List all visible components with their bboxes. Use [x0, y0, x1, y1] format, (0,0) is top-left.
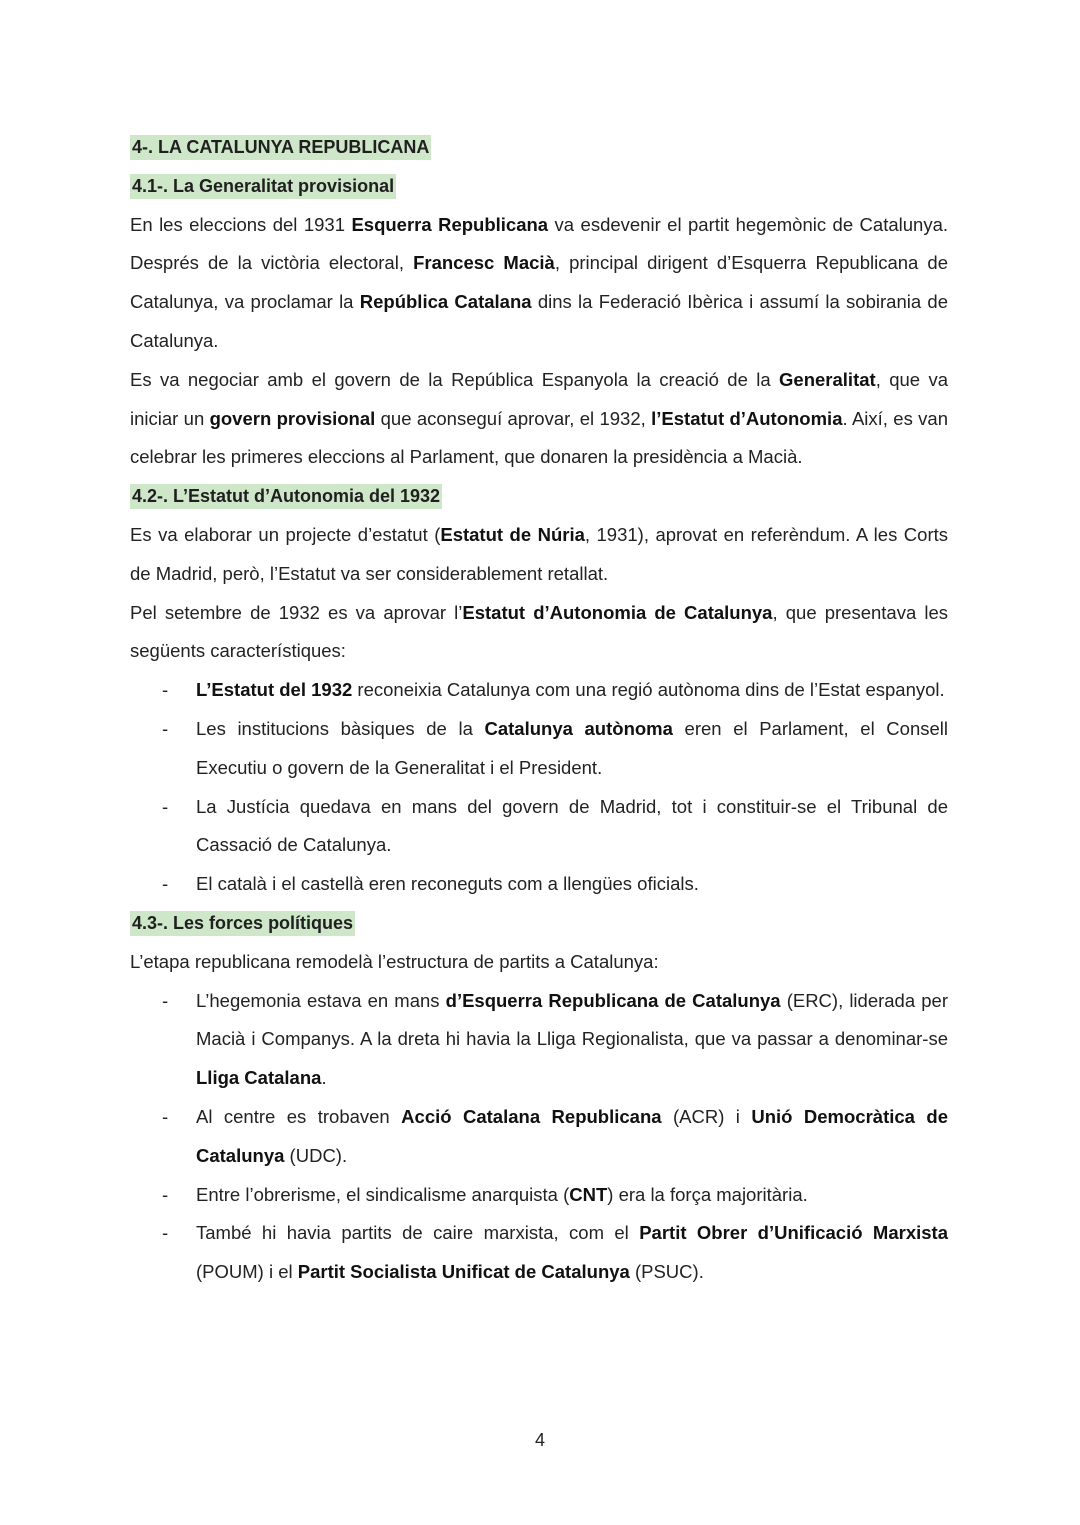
paragraph	[130, 516, 948, 594]
text-run: En les eleccions del 1931	[130, 213, 352, 235]
bold-text: govern provisional	[209, 407, 376, 429]
bold-text: l’Estatut d’Autonomia	[651, 407, 843, 429]
text-run: (POUM) i el	[196, 1261, 298, 1283]
bold-text: Francesc Macià	[413, 252, 555, 274]
text-run: L’hegemonia estava en mans	[196, 989, 446, 1011]
page-number: 4	[534, 1430, 545, 1450]
bold-text: Partit Socialista Unificat de Catalunya	[297, 1261, 630, 1283]
text-run: Al centre es trobaven	[196, 1105, 402, 1127]
text-run: La Justícia quedava en mans del govern de Madrid, tot i constituir-se el Tribunal de Cassació de Catalunya.	[196, 795, 948, 856]
bold-text: L’Estatut del 1932	[196, 679, 353, 701]
text-run: (PSUC).	[629, 1261, 704, 1283]
text-run: L’etapa republicana remodelà l’estructura de partits a Catalunya:	[130, 950, 659, 972]
bold-text: Partit Obrer d’Unificació Marxista	[639, 1222, 948, 1244]
bold-text: CNT	[569, 1183, 608, 1205]
text-run: , que presentava les següents característiques:	[130, 601, 949, 662]
text-run: , que va iniciar un	[130, 368, 948, 429]
text-run: (ERC), liderada per Macià i Companys. A la dreta hi havia la Lliga Regionalista, que va passar a denominar-se	[196, 989, 948, 1050]
dash-marker: -	[162, 1222, 169, 1244]
bold-text: Estatut d’Autonomia de Catalunya	[462, 601, 773, 623]
text-run: , 1931), aprovat en referèndum. A les Corts de Madrid, però, l’Estatut va ser considerablement retallat.	[130, 523, 948, 584]
document-body	[130, 128, 948, 1292]
text-run: que aconseguí aprovar, el 1932,	[375, 407, 652, 429]
dash-marker: -	[162, 717, 169, 739]
text-run: eren el Parlament, el Consell Executiu o govern de la Generalitat i el President.	[196, 717, 948, 778]
text-run: Pel setembre de 1932 es va aprovar l’	[130, 601, 463, 623]
list-item	[130, 982, 948, 1098]
paragraph	[130, 361, 948, 477]
bold-text: Generalitat	[779, 368, 876, 390]
text-run: També hi havia partits de caire marxista, com el	[196, 1222, 640, 1244]
bold-text: Acció Catalana Republicana	[401, 1105, 662, 1127]
text-run: Es va elaborar un projecte d’estatut (	[130, 523, 441, 545]
text-run: El català i el castellà eren reconeguts com a llengües oficials.	[196, 873, 699, 895]
section-title: 4-. LA CATALUNYA REPUBLICANA	[130, 135, 431, 160]
bold-text: Unió Democràtica de Catalunya	[196, 1105, 948, 1166]
list-item	[130, 865, 948, 904]
paragraph	[130, 594, 948, 672]
text-run: ) era la força majoritària.	[607, 1183, 808, 1205]
bullet-list	[130, 982, 948, 1292]
list-item	[130, 671, 948, 710]
text-run: Es va negociar amb el govern de la República Espanyola la creació de la	[130, 368, 780, 390]
list-item	[130, 1214, 948, 1292]
dash-marker: -	[162, 1183, 169, 1205]
text-run: (ACR) i	[661, 1105, 752, 1127]
dash-marker: -	[162, 795, 169, 817]
bold-text: Esquerra Republicana	[351, 213, 549, 235]
subsection-title-4-3: 4.3-. Les forces polítiques	[130, 911, 355, 936]
bold-text: República Catalana	[359, 291, 532, 313]
list-item	[130, 1176, 948, 1215]
text-run: Entre l’obrerisme, el sindicalisme anarquista (	[196, 1183, 570, 1205]
bold-text: Estatut de Núria	[440, 523, 585, 545]
list-item	[130, 710, 948, 788]
dash-marker: -	[162, 1105, 169, 1127]
text-run: va esdevenir el partit hegemònic de Catalunya. Després de la victòria electoral,	[130, 213, 948, 274]
dash-marker: -	[162, 873, 169, 895]
bold-text: d’Esquerra Republicana de Catalunya	[445, 989, 781, 1011]
list-item	[130, 1098, 948, 1176]
paragraph	[130, 206, 948, 361]
dash-marker: -	[162, 679, 169, 701]
text-run: . Així, es van celebrar les primeres eleccions al Parlament, que donaren la presidència a Macià.	[130, 407, 948, 468]
text-run: .	[321, 1067, 327, 1089]
text-run: , principal dirigent d’Esquerra Republicana de Catalunya, va proclamar la	[130, 252, 949, 313]
bold-text: Lliga Catalana	[196, 1067, 322, 1089]
subsection-title-4-2: 4.2-. L’Estatut d’Autonomia del 1932	[130, 484, 442, 509]
text-run: reconeixia Catalunya com una regió autònoma dins de l’Estat espanyol.	[352, 679, 945, 701]
text-run: dins la Federació Ibèrica i assumí la sobirania de Catalunya.	[130, 291, 948, 351]
text-run: Les institucions bàsiques de la	[196, 717, 485, 739]
dash-marker: -	[162, 989, 169, 1011]
subsection-title-4-1: 4.1-. La Generalitat provisional	[130, 174, 396, 199]
list-item	[130, 788, 948, 866]
paragraph	[130, 943, 948, 982]
text-run: (UDC).	[284, 1144, 348, 1166]
bold-text: Catalunya autònoma	[484, 717, 673, 739]
bullet-list	[130, 671, 948, 904]
